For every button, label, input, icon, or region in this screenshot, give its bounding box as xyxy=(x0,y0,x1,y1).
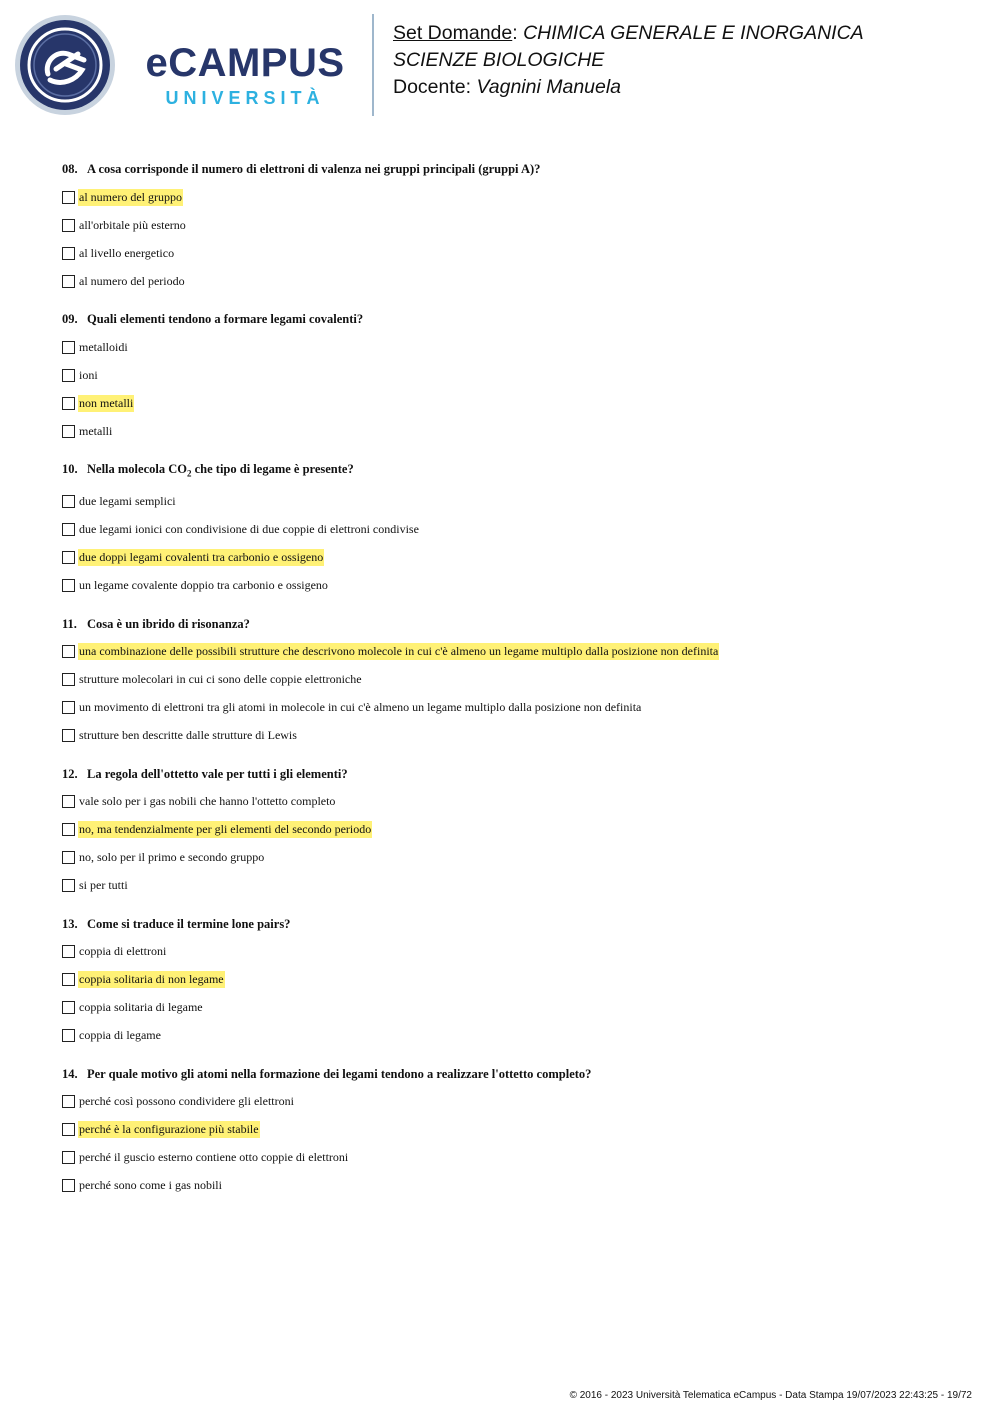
question-block xyxy=(62,1065,962,1200)
answer-checkbox[interactable] xyxy=(62,645,75,658)
answer-checkbox[interactable] xyxy=(62,851,75,864)
question-text: Per quale motivo gli atomi nella formazione dei legami tendono a realizzare l'ottetto completo? xyxy=(87,1066,592,1081)
answer-checkbox[interactable] xyxy=(62,823,75,836)
question-number: 10. xyxy=(62,462,78,476)
ecampus-logo-icon xyxy=(14,14,116,116)
answer-option[interactable] xyxy=(62,572,962,600)
answer-checkbox[interactable] xyxy=(62,795,75,808)
answer-checkbox[interactable] xyxy=(62,1123,75,1136)
answer-text: due legami ionici con condivisione di due coppie di elettroni condivise xyxy=(79,522,419,536)
answer-text: coppia di elettroni xyxy=(79,944,167,958)
answer-text-highlighted: due doppi legami covalenti tra carbonio e ossigeno xyxy=(79,550,324,564)
answer-text-highlighted: no, ma tendenzialmente per gli elementi del secondo periodo xyxy=(79,822,372,836)
answer-checkbox[interactable] xyxy=(62,523,75,536)
answer-text: un movimento di elettroni tra gli atomi in molecole in cui c'è almeno un legame multiplo dalla posizione non definita xyxy=(79,700,642,714)
question-list xyxy=(62,160,962,1215)
answer-checkbox[interactable] xyxy=(62,551,75,564)
answer-option[interactable] xyxy=(62,816,962,844)
answer-option[interactable] xyxy=(62,361,962,389)
answer-option[interactable] xyxy=(62,1144,962,1172)
question-title xyxy=(62,460,962,483)
question-text: Nella molecola CO xyxy=(87,462,187,476)
answer-option[interactable] xyxy=(62,267,962,295)
answer-checkbox[interactable] xyxy=(62,1001,75,1014)
answer-text: all'orbitale più esterno xyxy=(79,217,186,232)
answer-text: al numero del periodo xyxy=(79,273,185,288)
answer-checkbox[interactable] xyxy=(62,369,75,382)
header-info xyxy=(393,20,973,101)
teacher-line xyxy=(393,74,973,101)
answer-checkbox[interactable] xyxy=(62,397,75,410)
brand-subtitle: UNIVERSITÀ xyxy=(165,88,325,108)
answer-text: metalli xyxy=(79,423,113,438)
answer-checkbox[interactable] xyxy=(62,973,75,986)
question-number: 12. xyxy=(62,766,78,781)
question-title xyxy=(62,160,962,178)
question-block xyxy=(62,160,962,295)
question-title xyxy=(62,1065,962,1083)
teacher-label: Docente: xyxy=(393,76,472,98)
question-text: La regola dell'ottetto vale per tutti i gli elementi? xyxy=(87,766,348,781)
answer-option[interactable] xyxy=(62,938,962,966)
course-title-line: Set Domande: CHIMICA GENERALE E INORGANICA xyxy=(393,22,864,44)
question-block xyxy=(62,615,962,750)
answer-option[interactable] xyxy=(62,994,962,1022)
answer-text: strutture ben descritte dalle strutture di Lewis xyxy=(79,728,297,742)
answer-text: due legami semplici xyxy=(79,494,176,508)
answer-checkbox[interactable] xyxy=(62,1179,75,1192)
answer-text: al livello energetico xyxy=(79,245,175,260)
teacher-name: Vagnini Manuela xyxy=(476,76,622,98)
question-text: Cosa è un ibrido di risonanza? xyxy=(87,616,250,631)
question-number: 09. xyxy=(62,312,78,326)
answer-checkbox[interactable] xyxy=(62,945,75,958)
answer-option[interactable] xyxy=(62,211,962,239)
answer-option[interactable] xyxy=(62,417,962,445)
answer-text-highlighted: al numero del gruppo xyxy=(79,189,182,204)
answer-text: no, solo per il primo e secondo gruppo xyxy=(79,850,265,864)
answer-text: perché sono come i gas nobili xyxy=(79,1178,222,1192)
answer-text: ioni xyxy=(79,367,98,382)
question-title xyxy=(62,765,962,783)
answer-text-highlighted: coppia solitaria di non legame xyxy=(79,972,224,986)
answer-option[interactable] xyxy=(62,1088,962,1116)
set-label: Set Domande xyxy=(393,22,513,44)
question-block xyxy=(62,765,962,900)
answer-option[interactable] xyxy=(62,844,962,872)
question-subscript: 2 xyxy=(186,468,192,479)
answer-checkbox[interactable] xyxy=(62,275,75,288)
course-degree: SCIENZE BIOLOGICHE xyxy=(393,49,605,71)
answer-text: perché così possono condividere gli elettroni xyxy=(79,1094,294,1108)
answer-option[interactable] xyxy=(62,239,962,267)
question-number: 13. xyxy=(62,916,78,931)
answer-checkbox[interactable] xyxy=(62,425,75,438)
answer-text-highlighted: una combinazione delle possibili strutture che descrivono molecole in cui c'è almeno un legame multiplo dalla posizione non definita xyxy=(79,644,719,658)
page-header xyxy=(0,0,1000,140)
answer-checkbox[interactable] xyxy=(62,1095,75,1108)
answer-option[interactable] xyxy=(62,666,962,694)
question-text-end: che tipo di legame è presente? xyxy=(191,462,354,476)
question-number: 11. xyxy=(62,616,77,631)
answer-option[interactable] xyxy=(62,1116,962,1144)
answer-checkbox[interactable] xyxy=(62,1029,75,1042)
answer-text: si per tutti xyxy=(79,878,128,892)
answer-checkbox[interactable] xyxy=(62,879,75,892)
answer-option[interactable] xyxy=(62,966,962,994)
question-text: Come si traduce il termine lone pairs? xyxy=(87,916,291,931)
answer-checkbox[interactable] xyxy=(62,701,75,714)
question-text: A cosa corrisponde il numero di elettroni di valenza nei gruppi principali (gruppi A)? xyxy=(87,162,541,176)
answer-option[interactable] xyxy=(62,638,962,666)
answer-checkbox[interactable] xyxy=(62,579,75,592)
question-title xyxy=(62,915,962,933)
answer-option[interactable] xyxy=(62,333,962,361)
answer-text: coppia di legame xyxy=(79,1028,161,1042)
brand-logo xyxy=(134,40,356,112)
answer-option[interactable] xyxy=(62,1172,962,1200)
answer-text: perché il guscio esterno contiene otto coppie di elettroni xyxy=(79,1150,349,1164)
answer-checkbox[interactable] xyxy=(62,191,75,204)
answer-checkbox[interactable] xyxy=(62,219,75,232)
question-number: 14. xyxy=(62,1066,78,1081)
question-number: 08. xyxy=(62,162,78,176)
answer-option[interactable] xyxy=(62,389,962,417)
answer-checkbox[interactable] xyxy=(62,247,75,260)
answer-text: strutture molecolari in cui ci sono delle coppie elettroniche xyxy=(79,672,362,686)
question-text: Quali elementi tendono a formare legami covalenti? xyxy=(87,312,364,326)
answer-checkbox[interactable] xyxy=(62,1151,75,1164)
answer-option[interactable] xyxy=(62,694,962,722)
brand-name: eCAMPUS xyxy=(145,41,345,85)
answer-checkbox[interactable] xyxy=(62,341,75,354)
answer-option[interactable] xyxy=(62,488,962,516)
question-title xyxy=(62,310,962,328)
answer-checkbox[interactable] xyxy=(62,729,75,742)
answer-text: un legame covalente doppio tra carbonio e ossigeno xyxy=(79,578,328,592)
answer-text: metalloidi xyxy=(79,339,128,354)
answer-option[interactable] xyxy=(62,183,962,211)
answer-text: vale solo per i gas nobili che hanno l'ottetto completo xyxy=(79,794,336,808)
answer-text-highlighted: perché è la configurazione più stabile xyxy=(79,1122,259,1136)
header-divider xyxy=(372,14,374,116)
course-name: CHIMICA GENERALE E INORGANICA xyxy=(523,22,864,44)
page-footer: © 2016 - 2023 Università Telematica eCampus - Data Stampa 19/07/2023 22:43:25 - 19/72 xyxy=(569,1390,972,1401)
answer-text-highlighted: non metalli xyxy=(79,395,134,410)
question-block xyxy=(62,460,962,600)
question-block xyxy=(62,915,962,1050)
answer-option[interactable] xyxy=(62,788,962,816)
answer-option[interactable] xyxy=(62,544,962,572)
answer-checkbox[interactable] xyxy=(62,495,75,508)
answer-option[interactable] xyxy=(62,872,962,900)
answer-option[interactable] xyxy=(62,516,962,544)
answer-option[interactable] xyxy=(62,722,962,750)
answer-option[interactable] xyxy=(62,1022,962,1050)
question-block xyxy=(62,310,962,445)
answer-checkbox[interactable] xyxy=(62,673,75,686)
question-title xyxy=(62,615,962,633)
answer-text: coppia solitaria di legame xyxy=(79,1000,203,1014)
